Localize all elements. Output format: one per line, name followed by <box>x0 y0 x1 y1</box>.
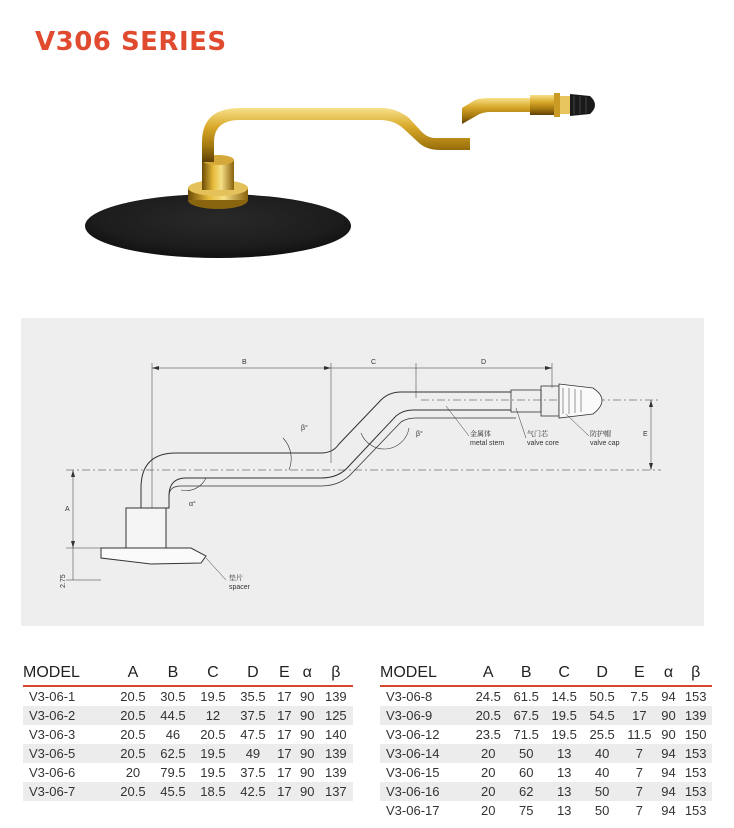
value-cell: 25.5 <box>589 727 615 742</box>
value-cell: 19.5 <box>193 744 233 763</box>
table-row <box>380 763 712 782</box>
value-cell: 24.5 <box>475 689 501 704</box>
model-cell: V3-06-9 <box>380 706 469 725</box>
value-cell: 20.5 <box>113 744 153 763</box>
model-cell: V3-06-15 <box>386 765 440 780</box>
value-cell: 7 <box>635 803 643 818</box>
value-cell: 7 <box>635 765 643 780</box>
valve-core-label: valve core <box>527 440 559 447</box>
model-cell: V3-06-3 <box>29 727 76 742</box>
table-header-row <box>380 661 712 686</box>
table-row <box>23 725 353 744</box>
model-cell: V3-06-14 <box>380 744 469 763</box>
model-cell: V3-06-2 <box>23 706 113 725</box>
value-cell: 54.5 <box>583 706 621 725</box>
value-cell: 94 <box>658 744 680 763</box>
valve-core-cn-label: 气门芯 <box>527 431 548 438</box>
dim-d-label: D <box>481 359 487 366</box>
value-cell: 40 <box>583 744 621 763</box>
value-cell: 18.5 <box>193 782 233 801</box>
value-cell: 139 <box>324 689 347 704</box>
value-cell: 62.5 <box>153 744 193 763</box>
table-row <box>23 782 353 801</box>
dim-b-label: B <box>242 359 247 366</box>
value-cell: 45.5 <box>153 782 193 801</box>
value-cell: 19.5 <box>200 765 226 780</box>
model-cell: V3-06-6 <box>29 765 76 780</box>
value-cell: 7 <box>621 744 658 763</box>
column-header: D <box>583 661 621 686</box>
valve-cap-label: valve cap <box>590 440 620 447</box>
column-header: B <box>153 661 193 686</box>
value-cell: 90 <box>299 765 315 780</box>
value-cell: 7.5 <box>630 689 649 704</box>
value-cell: 20 <box>125 765 141 780</box>
table-header-row <box>23 661 353 686</box>
value-cell: 20 <box>469 782 507 801</box>
value-cell: 20 <box>481 803 496 818</box>
technical-drawing-panel <box>21 318 704 626</box>
value-cell: 139 <box>679 706 712 725</box>
value-cell: 90 <box>299 689 315 704</box>
value-cell: 44.5 <box>153 706 193 725</box>
value-cell: 47.5 <box>240 727 266 742</box>
value-cell: 94 <box>661 803 676 818</box>
value-cell: 150 <box>684 727 707 742</box>
table-row <box>380 706 712 725</box>
column-header: MODEL <box>23 661 113 686</box>
value-cell: 90 <box>299 727 315 742</box>
metal-stem-cn-label: 金属体 <box>470 431 491 438</box>
value-cell: 153 <box>679 782 712 801</box>
value-cell: 17 <box>273 706 296 725</box>
beta-angle-label: β° <box>301 425 308 432</box>
value-cell: 90 <box>661 727 676 742</box>
value-cell: 125 <box>319 706 353 725</box>
value-cell: 20.5 <box>113 706 153 725</box>
model-cell: V3-06-12 <box>386 727 440 742</box>
column-header: E <box>273 661 296 686</box>
value-cell: 90 <box>296 706 319 725</box>
column-header: D <box>233 661 273 686</box>
value-cell: 17 <box>277 727 292 742</box>
value-cell: 42.5 <box>233 782 273 801</box>
value-cell: 153 <box>679 744 712 763</box>
value-cell: 19.5 <box>545 706 583 725</box>
table-row <box>380 744 712 763</box>
dim-c-label: C <box>371 359 377 366</box>
column-header: E <box>621 661 658 686</box>
value-cell: 94 <box>661 689 676 704</box>
value-cell: 20 <box>481 765 496 780</box>
model-cell: V3-06-7 <box>23 782 113 801</box>
model-cell: V3-06-8 <box>386 689 433 704</box>
column-header: C <box>545 661 583 686</box>
alpha-angle-label: α° <box>189 501 196 508</box>
value-cell: 17 <box>277 765 292 780</box>
value-cell: 13 <box>545 782 583 801</box>
value-cell: 19.5 <box>200 689 226 704</box>
table-row <box>23 744 353 763</box>
value-cell: 20.5 <box>120 689 146 704</box>
column-header: A <box>469 661 507 686</box>
value-cell: 67.5 <box>507 706 545 725</box>
value-cell: 19.5 <box>551 727 577 742</box>
table-row <box>380 782 712 801</box>
value-cell: 40 <box>594 765 610 780</box>
value-cell: 71.5 <box>513 727 539 742</box>
value-cell: 94 <box>658 782 680 801</box>
page-title: V306 SERIES <box>35 27 227 57</box>
value-cell: 12 <box>193 706 233 725</box>
value-cell: 50.5 <box>589 689 615 704</box>
table-row <box>23 706 353 725</box>
value-cell: 20.5 <box>200 727 226 742</box>
value-cell: 37.5 <box>233 706 273 725</box>
value-cell: 50 <box>507 744 545 763</box>
column-header: C <box>193 661 233 686</box>
value-cell: 90 <box>658 706 680 725</box>
model-cell: V3-06-16 <box>380 782 469 801</box>
spacer-label: spacer <box>229 584 251 591</box>
value-cell: 46 <box>165 727 181 742</box>
value-cell: 20.5 <box>113 782 153 801</box>
value-cell: 60 <box>518 765 534 780</box>
value-cell: 13 <box>556 803 572 818</box>
spec-table-right <box>380 661 712 820</box>
value-cell: 20.5 <box>120 727 146 742</box>
spec-table-left <box>23 661 353 801</box>
value-cell: 37.5 <box>240 765 266 780</box>
value-cell: 137 <box>319 782 353 801</box>
value-cell: 20 <box>469 744 507 763</box>
model-cell: V3-06-1 <box>29 689 76 704</box>
value-cell: 30.5 <box>160 689 186 704</box>
value-cell: 11.5 <box>627 727 652 742</box>
valve-cap-cn-label: 防护帽 <box>590 431 611 438</box>
table-row <box>380 725 712 744</box>
metal-stem-label: metal stem <box>470 440 505 447</box>
value-cell: 17 <box>273 782 296 801</box>
valve-product-image <box>80 90 620 270</box>
table-row <box>23 686 353 706</box>
value-cell: 79.5 <box>160 765 186 780</box>
value-cell: 7 <box>621 782 658 801</box>
dim-spacer-height-label: 2.75 <box>60 574 67 588</box>
technical-drawing <box>21 318 704 626</box>
value-cell: 153 <box>684 689 707 704</box>
value-cell: 17 <box>273 744 296 763</box>
value-cell: 140 <box>324 727 347 742</box>
column-header: A <box>113 661 153 686</box>
value-cell: 13 <box>556 765 572 780</box>
column-header: β <box>319 661 353 686</box>
value-cell: 90 <box>296 744 319 763</box>
value-cell: 94 <box>661 765 676 780</box>
value-cell: 35.5 <box>240 689 266 704</box>
value-cell: 153 <box>684 803 707 818</box>
value-cell: 62 <box>507 782 545 801</box>
value-cell: 13 <box>545 744 583 763</box>
value-cell: 14.5 <box>551 689 577 704</box>
column-header: β <box>679 661 712 686</box>
value-cell: 75 <box>518 803 534 818</box>
table-row <box>380 801 712 820</box>
table-row <box>380 686 712 706</box>
dim-e-label: E <box>643 431 648 438</box>
model-cell: V3-06-5 <box>23 744 113 763</box>
value-cell: 50 <box>594 803 610 818</box>
value-cell: 20.5 <box>469 706 507 725</box>
column-header: B <box>507 661 545 686</box>
value-cell: 17 <box>621 706 658 725</box>
value-cell: 23.5 <box>475 727 501 742</box>
column-header: α <box>658 661 680 686</box>
value-cell: 90 <box>296 782 319 801</box>
value-cell: 139 <box>324 765 347 780</box>
value-cell: 17 <box>277 689 292 704</box>
table-row <box>23 763 353 782</box>
spacer-cn-label: 垫片 <box>229 575 243 582</box>
beta-angle-label-2: β° <box>416 431 423 438</box>
value-cell: 49 <box>233 744 273 763</box>
value-cell: 50 <box>583 782 621 801</box>
model-cell: V3-06-17 <box>386 803 440 818</box>
column-header: α <box>296 661 319 686</box>
value-cell: 153 <box>684 765 707 780</box>
value-cell: 61.5 <box>513 689 539 704</box>
column-header: MODEL <box>380 661 469 686</box>
dim-a-label: A <box>65 506 70 513</box>
value-cell: 139 <box>319 744 353 763</box>
